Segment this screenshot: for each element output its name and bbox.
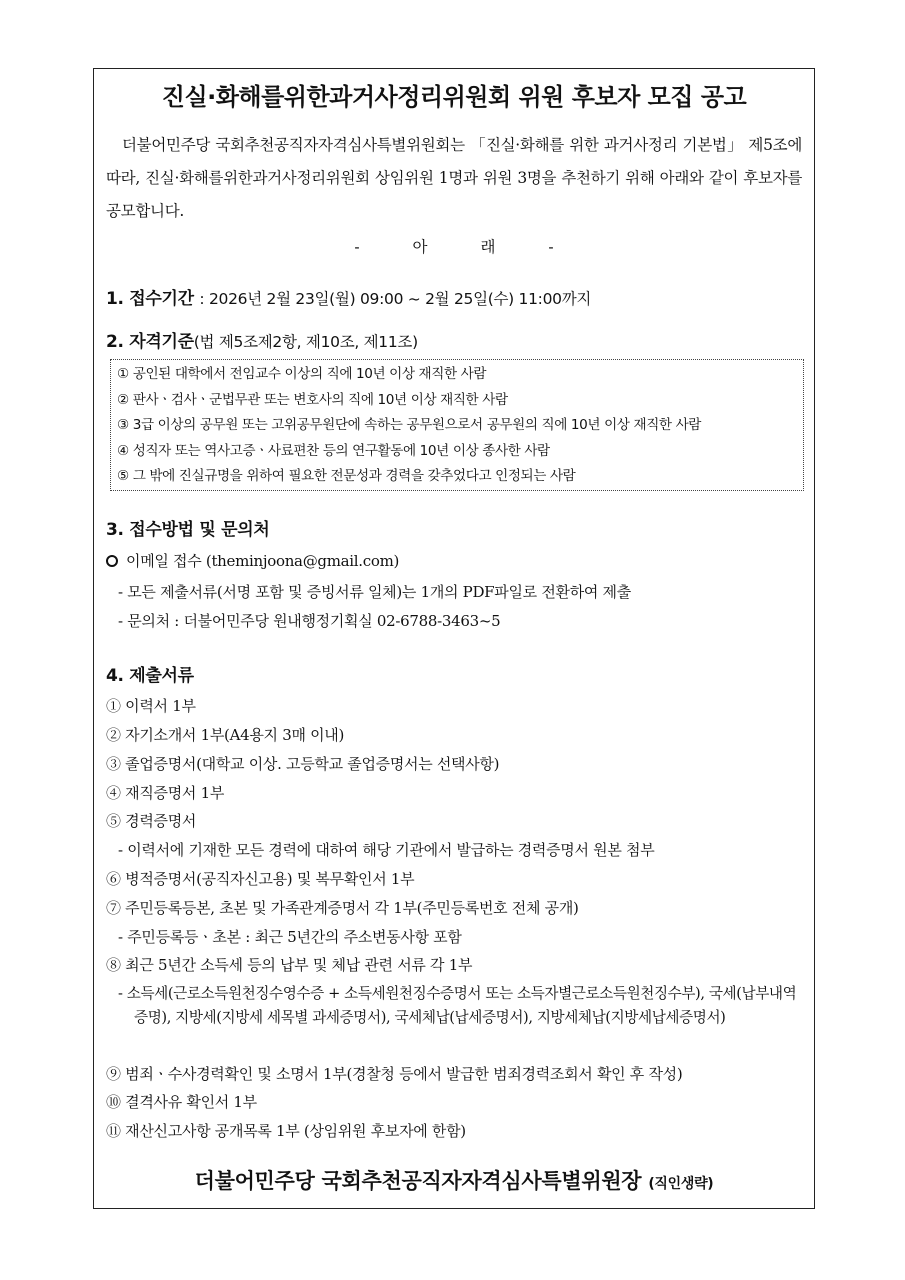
- document-item: ⑥ 병적증명서(공직자신고용) 및 복무확인서 1부: [106, 870, 415, 888]
- qualification-item: ⑤ 그 밖에 진실규명을 위하여 필요한 전문성과 경력을 갖추었다고 인정되는 사람: [117, 468, 576, 484]
- document-item: ② 자기소개서 1부(A4용지 3매 이내): [106, 726, 345, 744]
- seal-omitted-note: (직인생략): [648, 1176, 714, 1192]
- notice-frame: [93, 68, 815, 1209]
- document-item: ⑪ 재산신고사항 공개목록 1부 (상임위원 후보자에 한함): [106, 1122, 466, 1140]
- section3-heading: 3. 접수방법 및 문의처: [106, 520, 270, 540]
- intro-paragraph: [106, 129, 802, 228]
- qualification-item: ② 판사ㆍ검사ㆍ군법무관 또는 변호사의 직에 10년 이상 재직한 사람: [117, 391, 508, 408]
- document-item: ⑩ 결격사유 확인서 1부: [106, 1093, 257, 1111]
- section2-heading: 2. 자격기준: [106, 332, 194, 352]
- qualification-item: ① 공인된 대학에서 전임교수 이상의 직에 10년 이상 재직한 사람: [117, 366, 487, 382]
- circle-bullet-icon: [106, 555, 118, 567]
- signature-line: [94, 1165, 814, 1195]
- qualification-item: ③ 3급 이상의 공무원 또는 고위공무원단에 속하는 공무원으로서 공무원의 직에 10년 이상 재직한 사람: [117, 417, 702, 433]
- section1-heading: 1. 접수기간: [106, 289, 194, 309]
- section-divider-label: - 아 래 -: [354, 238, 554, 256]
- email-application-line: [106, 550, 399, 571]
- document-item: ⑨ 범죄ㆍ수사경력확인 및 소명서 1부(경찰청 등에서 발급한 범죄경력조회서 확인 후 작성): [106, 1065, 683, 1083]
- section2-subheading: (법 제5조제2항, 제10조, 제11조): [193, 333, 418, 351]
- qualification-box: [110, 359, 804, 491]
- document-item-note: - 이력서에 기재한 모든 경력에 대하여 해당 기관에서 발급하는 경력증명서 원본 첨부: [118, 841, 655, 859]
- section-reception-period: [106, 284, 591, 309]
- section-qualifications: [106, 327, 418, 352]
- document-item-note-tax: [118, 982, 806, 1030]
- qualification-item: ④ 성직자 또는 역사고증ㆍ사료편찬 등의 연구활동에 10년 이상 종사한 사람: [117, 442, 550, 459]
- page-title: 진실·화해를위한과거사정리위원회 위원 후보자 모집 공고: [161, 83, 747, 111]
- document-item: ③ 졸업증명서(대학교 이상. 고등학교 졸업증명서는 선택사항): [106, 755, 500, 773]
- intro-text: 더불어민주당 국회추천공직자자격심사특별위원회는 「진실·화해를 위한 과거사정리 기본법」 제5조에 따라, 진실·화해를위한과거사정리위원회 상임위원 1명과 위원 3명을 추천하기 위해 아래와 같이 후보자를 공모합니다.: [106, 136, 802, 220]
- document-item: ① 이력서 1부: [106, 697, 196, 715]
- document-item: ④ 재직증명서 1부: [106, 784, 225, 802]
- tax-documents-text: - 소득세(근로소득원천징수영수증 + 소득세원천징수증명서 또는 소득자별근로소득원천징수부), 국세(납부내역증명), 지방세(지방세 세목별 과세증명서), 국세체납(납세증명서), 지방세체납(지방세납세증명서): [118, 985, 797, 1026]
- document-item: ⑦ 주민등록등본, 초본 및 가족관계증명서 각 1부(주민등록번호 전체 공개): [106, 899, 579, 917]
- submission-note: - 모든 제출서류(서명 포함 및 증빙서류 일체)는 1개의 PDF파일로 전환하여 제출: [118, 583, 631, 601]
- section1-detail: : 2026년 2월 23일(월) 09:00 ~ 2월 25일(수) 11:00까지: [199, 290, 592, 308]
- document-item-note: - 주민등록등ㆍ초본 : 최근 5년간의 주소변동사항 포함: [118, 928, 462, 946]
- contact-info: - 문의처 : 더불어민주당 원내행정기획실 02-6788-3463~5: [118, 612, 501, 630]
- signer-name: 더불어민주당 국회추천공직자자격심사특별위원장: [194, 1169, 642, 1193]
- document-item: ⑧ 최근 5년간 소득세 등의 납부 및 체납 관련 서류 각 1부: [106, 956, 473, 974]
- document-item: ⑤ 경력증명서: [106, 812, 197, 830]
- section4-heading: 4. 제출서류: [106, 666, 194, 686]
- email-text: 이메일 접수 (theminjoona@gmail.com): [126, 552, 400, 570]
